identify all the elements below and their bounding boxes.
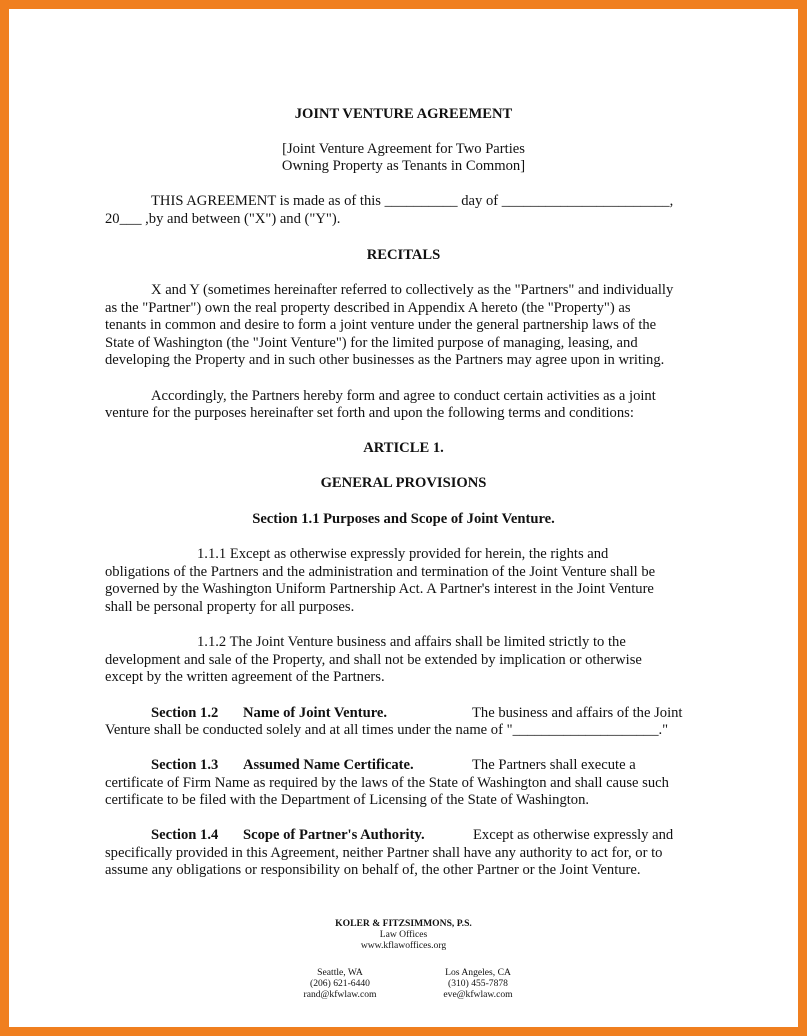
text-line: developing the Property and in such other businesses as the Partners may agree upon in writing. [105, 352, 665, 368]
text-line: tenants in common and desire to form a joint venture under the general partnership laws of the [105, 317, 657, 333]
document-title: JOINT VENTURE AGREEMENT [294, 106, 513, 122]
office-city: Seattle, WA [317, 967, 363, 978]
section-title: Assumed Name Certificate. [243, 757, 414, 773]
text-line: State of Washington (the "Joint Venture") for the limited purpose of managing, leasing, and [105, 335, 638, 351]
footer-firm-name: KOLER & FITZSIMMONS, P.S. [335, 918, 472, 929]
article-heading: ARTICLE 1. [363, 440, 444, 456]
section-1-1-heading: Section 1.1 Purposes and Scope of Joint Venture. [252, 511, 555, 527]
office-email: rand@kfwlaw.com [303, 989, 377, 1000]
section-label: Section 1.3 [151, 757, 219, 773]
office-email: eve@kfwlaw.com [443, 989, 513, 1000]
subtitle-line-2: Owning Property as Tenants in Common] [281, 158, 526, 174]
text-line: venture for the purposes hereinafter set forth and upon the following terms and conditions: [105, 405, 634, 421]
text-line: The Partners shall execute a [472, 757, 636, 773]
intro-line-1: THIS AGREEMENT is made as of this __________ day of _______________________, [151, 193, 674, 209]
text-line: obligations of the Partners and the administration and termination of the Joint Venture shall be [105, 564, 656, 580]
recitals-heading: RECITALS [366, 247, 441, 263]
text-line: specifically provided in this Agreement, neither Partner shall have any authority to act for, or to [105, 845, 663, 861]
footer-website: www.kflawoffices.org [360, 940, 447, 951]
section-label: Section 1.4 [151, 827, 219, 843]
text-line: Venture shall be conducted solely and at all times under the name of "____________________." [105, 722, 669, 738]
text-line: Accordingly, the Partners hereby form and agree to conduct certain activities as a joint [151, 388, 656, 404]
intro-line-2: 20___ ,by and between ("X") and ("Y"). [105, 211, 341, 227]
text-line: certificate to be filed with the Department of Licensing of the State of Washington. [105, 792, 590, 808]
section-title: Name of Joint Venture. [243, 705, 388, 721]
subtitle-line-1: [Joint Venture Agreement for Two Parties [282, 141, 525, 157]
text-line: development and sale of the Property, and shall not be extended by implication or otherwise [105, 652, 642, 668]
text-line: as the "Partner") own the real property described in Appendix A hereto (the "Property") as [105, 300, 631, 316]
office-phone: (310) 455-7878 [448, 978, 508, 989]
section-label: Section 1.2 [151, 705, 219, 721]
text-line: governed by the Washington Uniform Partnership Act. A Partner's interest in the Joint Venture [105, 581, 654, 597]
text-line: X and Y (sometimes hereinafter referred to collectively as the "Partners" and individually [151, 282, 674, 298]
text-line: 1.1.1 Except as otherwise expressly provided for herein, the rights and [197, 546, 609, 562]
article-title: GENERAL PROVISIONS [320, 475, 487, 491]
footer-office-left [290, 967, 390, 1000]
footer-firm-sub: Law Offices [379, 929, 428, 940]
footer-office-right [426, 967, 530, 1000]
text-line: assume any obligations or responsibility on behalf of, the other Partner or the Joint Venture. [105, 862, 641, 878]
text-line: The business and affairs of the Joint [472, 705, 683, 721]
text-line: except by the written agreement of the Partners. [105, 669, 385, 685]
text-line: Except as otherwise expressly and [473, 827, 674, 843]
office-city: Los Angeles, CA [445, 967, 511, 978]
text-line: shall be personal property for all purposes. [105, 599, 355, 615]
text-line: certificate of Firm Name as required by the laws of the State of Washington and shall cause such [105, 775, 669, 791]
office-phone: (206) 621-6440 [310, 978, 370, 989]
section-title: Scope of Partner's Authority. [243, 827, 425, 843]
text-line: 1.1.2 The Joint Venture business and affairs shall be limited strictly to the [197, 634, 626, 650]
